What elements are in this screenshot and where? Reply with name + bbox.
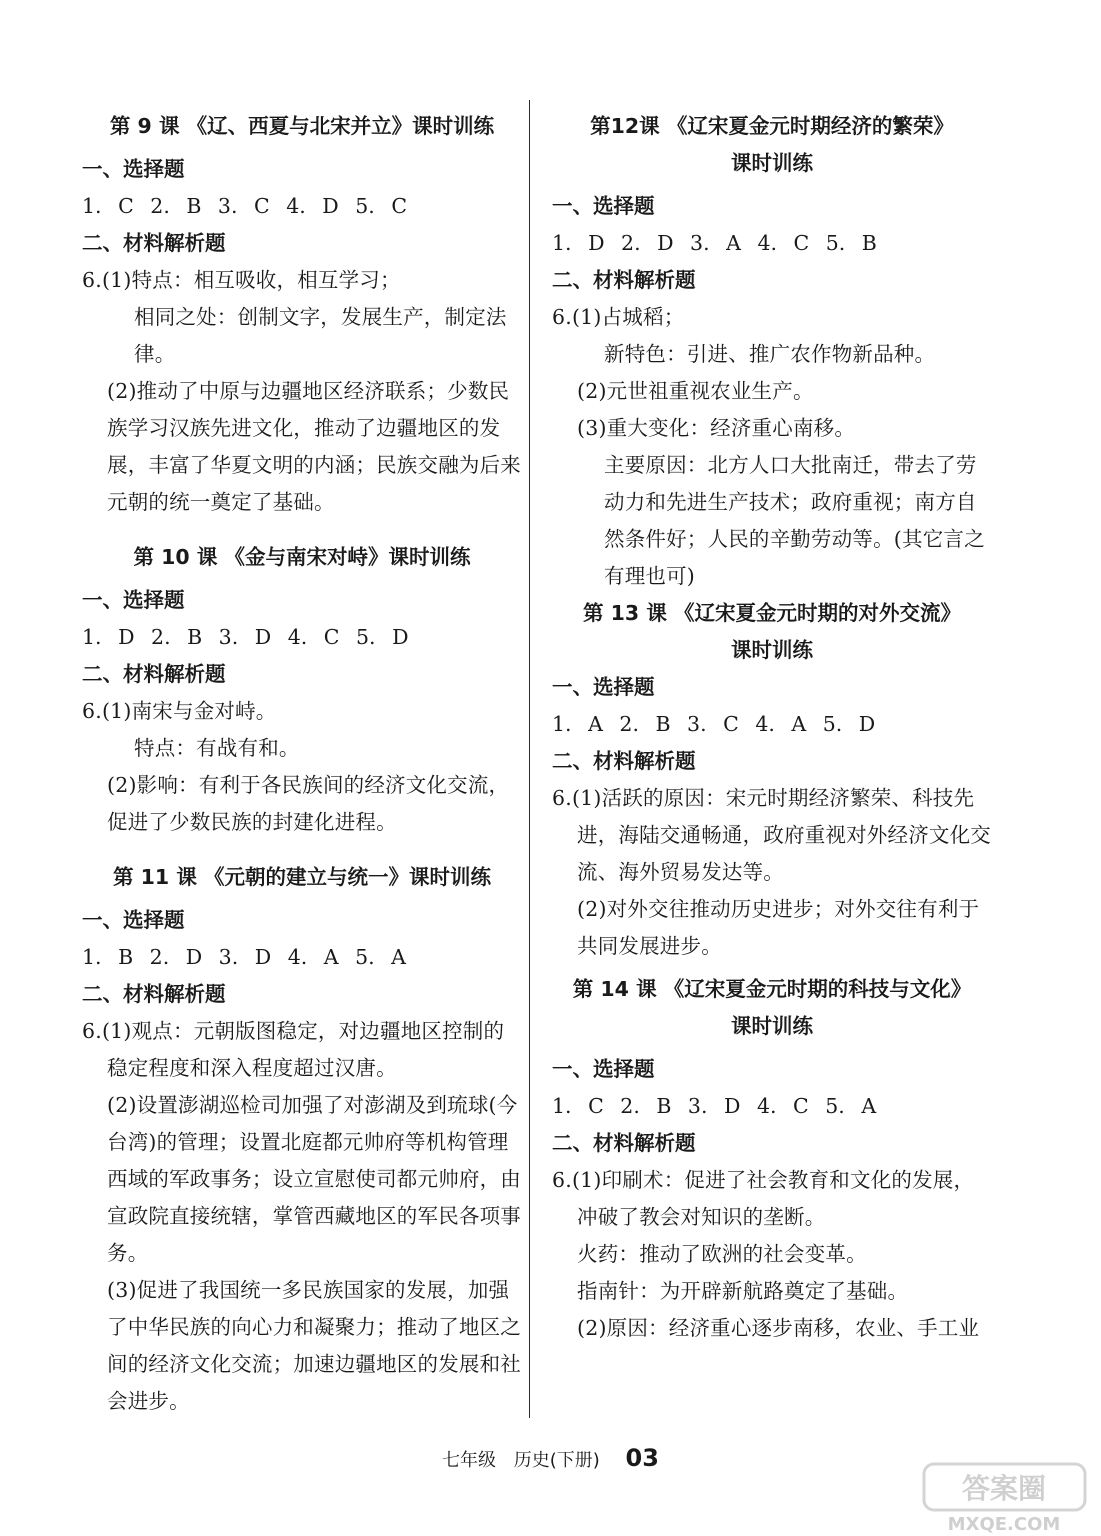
lesson-14-q6-part2: (2)原因：经济重心逐步南移，农业、手工业 (577, 1316, 980, 1340)
watermark-text-bottom: MXQE.COM (947, 1514, 1061, 1534)
lesson-9-section-choice: 一、选择题 (82, 157, 185, 181)
lesson-12-title: 第12课 《辽宋夏金元时期经济的繁荣》 (590, 114, 954, 138)
watermark-text-top: 答案圈 (961, 1472, 1047, 1505)
watermark-logo (922, 1462, 1087, 1534)
lesson-12-section-material: 二、材料解析题 (552, 268, 696, 292)
lesson-9-q6-part2: (2)推动了中原与边疆地区经济联系；少数民族学习汉族先进文化，推动了边疆地区的发展，丰富了华夏文明的内涵；民族交融为后来元朝的统一奠定了基础。 (107, 379, 521, 514)
lesson-10-choice-answers: 1. D 2. B 3. D 4. C 5. D (82, 625, 409, 649)
lesson-11-section-material: 二、材料解析题 (82, 982, 226, 1006)
lesson-14-q6-compass: 指南针：为开辟新航路奠定了基础。 (577, 1279, 909, 1303)
lesson-11-choice-answers: 1. B 2. D 3. D 4. A 5. A (82, 945, 406, 969)
lesson-12-section-choice: 一、选择题 (552, 194, 655, 218)
lesson-10-q6-part1: 6.(1)南宋与金对峙。 (82, 699, 277, 723)
lesson-10-title: 第 10 课 《金与南宋对峙》课时训练 (133, 545, 471, 569)
lesson-11-q6-part1: 6.(1)观点：元朝版图稳定，对边疆地区控制的稳定程度和深入程度超过汉唐。 (82, 1019, 505, 1080)
page-number: 03 (625, 1444, 659, 1472)
lesson-12-q6-part3-reason: 主要原因：北方人口大批南迁，带去了劳动力和先进生产技术；政府重视；南方自然条件好；人民的辛勤劳动等。(其它言之有理也可) (604, 453, 985, 588)
lesson-12-q6-part1: 6.(1)占城稻； (552, 305, 685, 329)
lesson-14-section-choice: 一、选择题 (552, 1057, 655, 1081)
lesson-13-section-choice: 一、选择题 (552, 675, 655, 699)
column-divider (529, 100, 530, 1418)
lesson-9-q6-part1: 6.(1)特点：相互吸收，相互学习； (82, 268, 401, 292)
lesson-9-q6-part1-similarity: 相同之处：创制文字，发展生产，制定法律。 (134, 305, 507, 366)
lesson-10-q6-part2: (2)影响：有利于各民族间的经济文化交流，促进了少数民族的封建化进程。 (107, 773, 510, 834)
lesson-13-section-material: 二、材料解析题 (552, 749, 696, 773)
lesson-10-section-material: 二、材料解析题 (82, 662, 226, 686)
lesson-10-section-choice: 一、选择题 (82, 588, 185, 612)
lesson-14-choice-answers: 1. C 2. B 3. D 4. C 5. A (552, 1094, 877, 1118)
lesson-13-choice-answers: 1. A 2. B 3. C 4. A 5. D (552, 712, 876, 736)
lesson-14-title-sub: 课时训练 (731, 1014, 813, 1038)
lesson-12-q6-part2: (2)元世祖重视农业生产。 (577, 379, 814, 403)
lesson-14-section-material: 二、材料解析题 (552, 1131, 696, 1155)
lesson-10-q6-part1-feature: 特点：有战有和。 (134, 736, 300, 760)
lesson-11-q6-part2: (2)设置澎湖巡检司加强了对澎湖及到琉球(今台湾)的管理；设置北庭都元帅府等机构管理西域的军政事务；设立宣慰使司都元帅府，由宣政院直接统辖，掌管西藏地区的军民各项事务。 (107, 1093, 521, 1265)
lesson-13-title-sub: 课时训练 (731, 638, 813, 662)
footer-subject: 历史(下册) (513, 1450, 600, 1471)
lesson-12-q6-part3: (3)重大变化：经济重心南移。 (577, 416, 856, 440)
lesson-12-title-sub: 课时训练 (731, 151, 813, 175)
lesson-12-q6-part1-feature: 新特色：引进、推广农作物新品种。 (604, 342, 936, 366)
lesson-11-section-choice: 一、选择题 (82, 908, 185, 932)
lesson-9-choice-answers: 1. C 2. B 3. C 4. D 5. C (82, 194, 407, 218)
lesson-14-q6-part1: 6.(1)印刷术：促进了社会教育和文化的发展，冲破了教会对知识的垄断。 (552, 1168, 975, 1229)
lesson-12-choice-answers: 1. D 2. D 3. A 4. C 5. B (552, 231, 877, 255)
right-column (552, 108, 992, 1347)
lesson-11-q6-part3: (3)促进了我国统一多民族国家的发展，加强了中华民族的向心力和凝聚力；推动了地区之间的经济文化交流；加速边疆地区的发展和社会进步。 (107, 1278, 521, 1413)
lesson-14-q6-gunpowder: 火药：推动了欧洲的社会变革。 (577, 1242, 867, 1266)
lesson-14-title: 第 14 课 《辽宋夏金元时期的科技与文化》 (572, 977, 972, 1001)
lesson-9-section-material: 二、材料解析题 (82, 231, 226, 255)
left-column (82, 108, 522, 1420)
lesson-11-title: 第 11 课 《元朝的建立与统一》课时训练 (113, 865, 491, 889)
lesson-13-q6-part1: 6.(1)活跃的原因：宋元时期经济繁荣、科技先进，海陆交通畅通，政府重视对外经济文化交流、海外贸易发达等。 (552, 786, 991, 884)
lesson-13-q6-part2: (2)对外交往推动历史进步；对外交往有利于共同发展进步。 (577, 897, 980, 958)
lesson-13-title: 第 13 课 《辽宋夏金元时期的对外交流》 (583, 601, 961, 625)
lesson-9-title: 第 9 课 《辽、西夏与北宋并立》课时训练 (109, 114, 495, 138)
footer-grade: 七年级 (442, 1450, 497, 1471)
